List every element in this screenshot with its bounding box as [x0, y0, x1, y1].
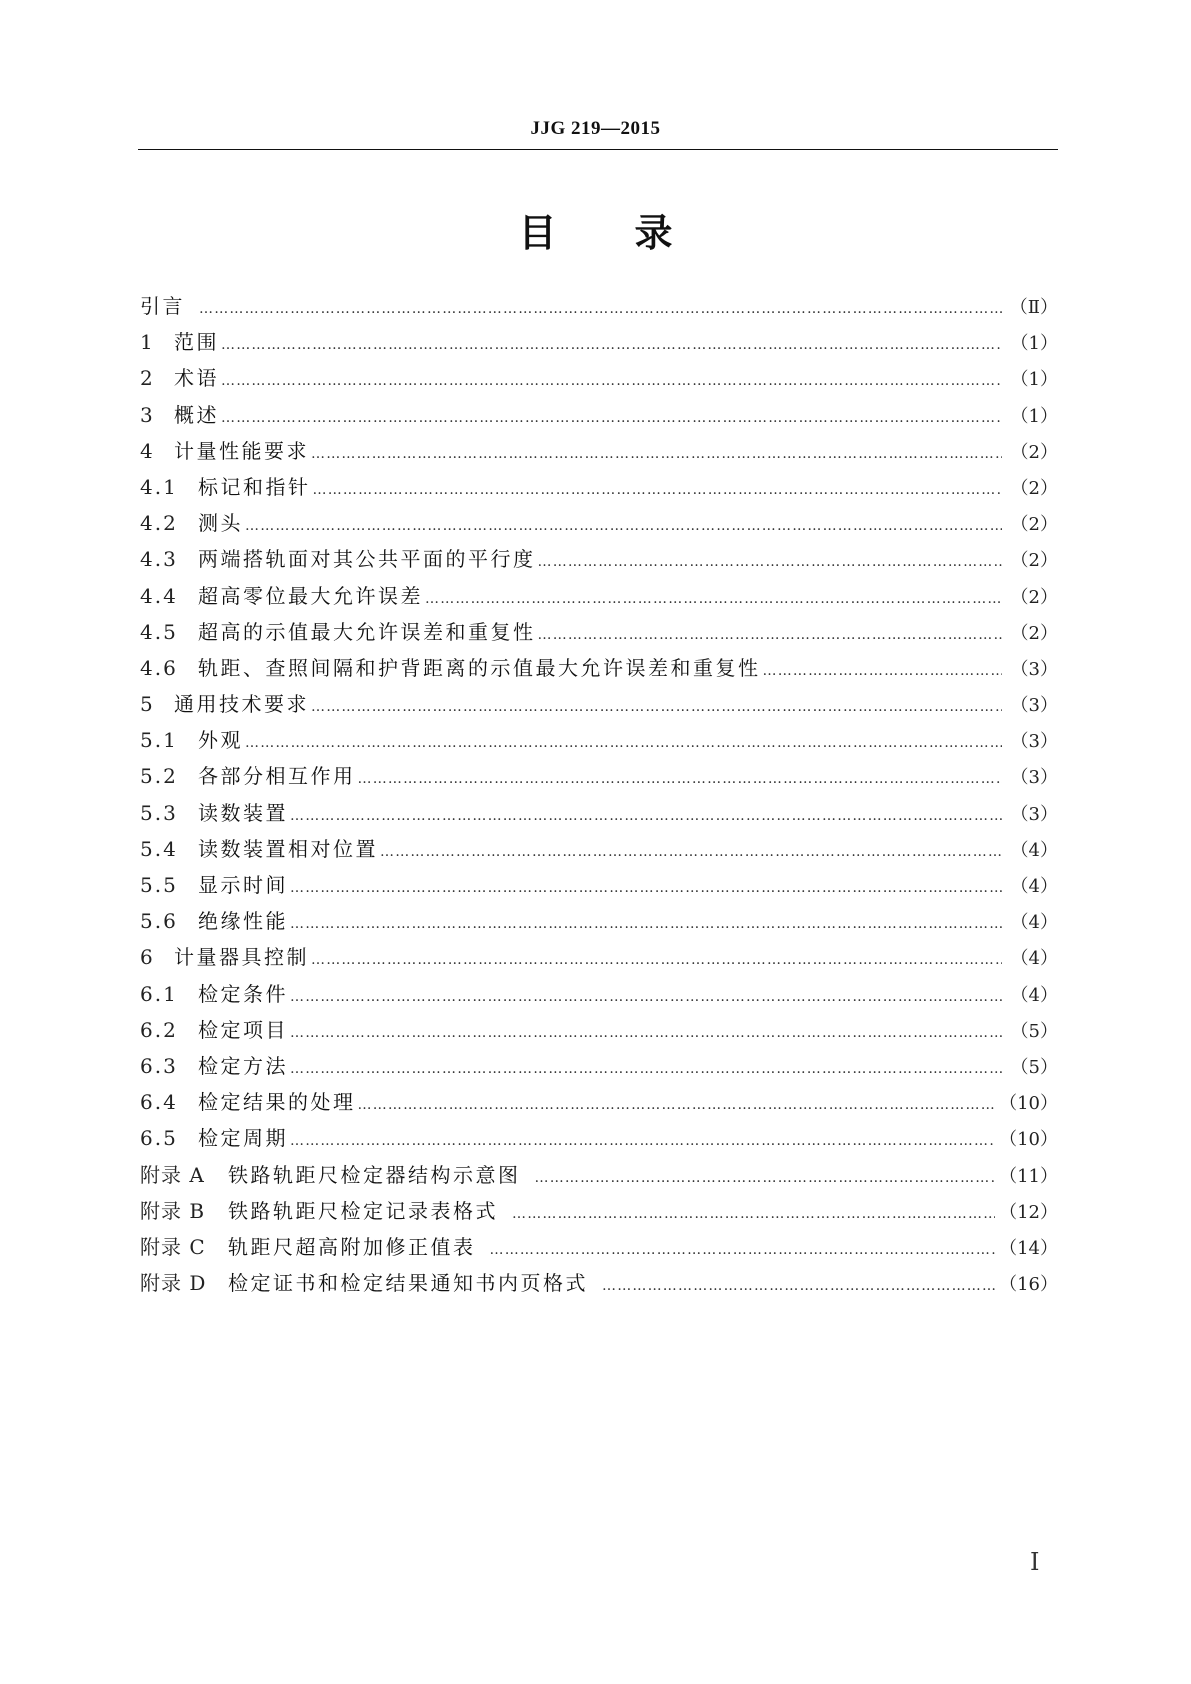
- toc-entry-number: 3: [140, 402, 155, 427]
- toc-entry-page: （1）: [1010, 333, 1058, 355]
- toc-entry-page: （2）: [1010, 586, 1058, 608]
- toc-entry-label: 引言: [140, 294, 185, 318]
- toc-leader-dots: [311, 689, 1002, 725]
- toc-entry[interactable]: [140, 360, 1058, 396]
- toc-entry-number: 6.3: [140, 1053, 178, 1078]
- toc-leader-dots: [290, 870, 1002, 906]
- toc-entry-number: 5.1: [140, 728, 178, 753]
- toc-entry-page: （3）: [1010, 767, 1058, 789]
- toc-entry[interactable]: [140, 469, 1058, 505]
- standard-code-header: JJG 219—2015: [530, 118, 661, 139]
- toc-entry-label: 两端搭轨面对其公共平面的平行度: [198, 547, 536, 572]
- toc-leader-dots: [221, 327, 1002, 363]
- toc-entry[interactable]: [140, 1265, 1058, 1301]
- toc-entry-label: 检定条件: [198, 981, 288, 1006]
- toc-leader-dots: [602, 1268, 995, 1304]
- toc-entry-page: （2）: [1010, 441, 1058, 463]
- toc-entry[interactable]: [140, 614, 1058, 650]
- toc-entry-label: 读数装置: [198, 800, 288, 825]
- toc-entry-number: 5: [140, 692, 155, 717]
- toc-leader-dots: [245, 508, 1002, 544]
- toc-entry-number: 2: [140, 366, 155, 391]
- toc-entry-number: 5.2: [140, 764, 178, 789]
- toc-leader-dots: [290, 979, 1002, 1015]
- toc-entry[interactable]: [140, 976, 1058, 1012]
- toc-entry-number: 附录 D: [140, 1271, 207, 1296]
- toc-entry-page: （3）: [1010, 803, 1058, 825]
- toc-entry-label: 检定证书和检定结果通知书内页格式: [228, 1271, 588, 1296]
- toc-leader-dots: [290, 1051, 1002, 1087]
- toc-leader-dots: [358, 1087, 996, 1123]
- toc-entry-label: 测头: [198, 511, 243, 536]
- toc-entry[interactable]: [140, 541, 1058, 577]
- toc-leader-dots: [290, 906, 1002, 942]
- toc-entry[interactable]: [140, 758, 1058, 794]
- toc-entry-page: （12）: [999, 1201, 1058, 1223]
- toc-entry-label: 检定项目: [198, 1017, 288, 1042]
- toc-entry-page: （10）: [999, 1129, 1058, 1151]
- toc-leader-dots: [490, 1232, 996, 1268]
- toc-leader-dots: [313, 472, 1003, 508]
- page-number: Ⅰ: [1030, 1550, 1040, 1576]
- toc-entry-page: （4）: [1010, 876, 1058, 897]
- toc-leader-dots: [290, 1123, 995, 1159]
- toc-entry[interactable]: [140, 397, 1058, 433]
- toc-entry[interactable]: [140, 795, 1058, 831]
- toc-leader-dots: [763, 653, 1003, 689]
- toc-entry-number: 5.3: [140, 800, 178, 825]
- toc-entry-label: 检定结果的处理: [198, 1090, 356, 1115]
- toc-entry-page: （Ⅱ）: [1009, 297, 1058, 318]
- toc-title-part2: 录: [634, 210, 673, 255]
- toc-entry-label: 轨距、查照间隔和护背距离的示值最大允许误差和重复性: [198, 655, 761, 680]
- toc-entry-page: （1）: [1010, 369, 1058, 391]
- toc-leader-dots: [245, 725, 1002, 761]
- toc-entry[interactable]: [140, 578, 1058, 614]
- toc-entry-label: 检定周期: [198, 1126, 288, 1151]
- toc-leader-dots: [290, 1015, 1002, 1051]
- toc-leader-dots: [425, 581, 1002, 617]
- toc-entry-label: 术语: [174, 366, 219, 391]
- toc-entry-page: （2）: [1010, 622, 1058, 644]
- toc-entry[interactable]: [140, 939, 1058, 975]
- toc-entry[interactable]: [140, 1120, 1058, 1156]
- toc-leader-dots: [311, 942, 1002, 978]
- toc-entry-page: （5）: [1010, 1056, 1058, 1078]
- table-of-contents: [140, 288, 1058, 1301]
- toc-entry-label: 显示时间: [198, 873, 288, 897]
- toc-entry-page: （3）: [1010, 658, 1058, 680]
- toc-entry-number: 1: [140, 330, 155, 355]
- toc-entry-page: （4）: [1010, 984, 1058, 1006]
- toc-leader-dots: [512, 1196, 995, 1232]
- toc-entry-page: （16）: [999, 1274, 1058, 1296]
- toc-entry-page: （14）: [999, 1237, 1058, 1259]
- toc-entry-label: 检定方法: [198, 1053, 288, 1078]
- toc-entry[interactable]: [140, 650, 1058, 686]
- toc-entry-label: 范围: [174, 330, 219, 355]
- toc-entry-number: 4.4: [140, 583, 178, 608]
- toc-entry[interactable]: [140, 1229, 1058, 1265]
- toc-entry-number: 6.4: [140, 1090, 178, 1115]
- toc-entry-label: 计量性能要求: [174, 438, 309, 463]
- toc-entry[interactable]: [140, 1012, 1058, 1048]
- toc-entry-label: 绝缘性能: [198, 909, 288, 934]
- toc-entry[interactable]: [140, 324, 1058, 360]
- toc-entry-number: 5.6: [140, 909, 178, 934]
- toc-entry-label: 读数装置相对位置: [198, 836, 378, 861]
- toc-entry-page: （4）: [1010, 948, 1058, 970]
- toc-leader-dots: [311, 436, 1002, 472]
- toc-entry-number: 4: [140, 438, 155, 463]
- toc-entry[interactable]: [140, 722, 1058, 758]
- toc-entry-label: 外观: [198, 728, 243, 753]
- toc-entry[interactable]: [140, 433, 1058, 469]
- toc-entry[interactable]: [140, 1157, 1058, 1193]
- toc-entry-page: （5）: [1010, 1020, 1058, 1042]
- header-rule: [138, 149, 1058, 150]
- toc-entry-label: 概述: [174, 402, 219, 427]
- toc-entry[interactable]: [140, 903, 1058, 939]
- toc-entry-number: 4.1: [140, 474, 178, 499]
- toc-entry[interactable]: [140, 1193, 1058, 1229]
- toc-entry-label: 铁路轨距尺检定器结构示意图: [228, 1162, 521, 1187]
- toc-title: [0, 202, 1191, 257]
- toc-entry-number: 附录 A: [140, 1162, 205, 1187]
- toc-leader-dots: [535, 1160, 996, 1196]
- toc-leader-dots: [538, 617, 1003, 653]
- toc-leader-dots: [290, 798, 1002, 834]
- toc-entry-number: 6.2: [140, 1017, 178, 1042]
- toc-leader-dots: [221, 363, 1002, 399]
- toc-entry-label: 通用技术要求: [174, 692, 309, 717]
- toc-entry-label: 轨距尺超高附加修正值表: [228, 1234, 476, 1259]
- toc-entry[interactable]: [140, 288, 1058, 324]
- toc-entry-page: （3）: [1010, 731, 1058, 753]
- toc-leader-dots: [358, 761, 1003, 797]
- toc-entry-page: （1）: [1010, 405, 1058, 427]
- toc-entry[interactable]: [140, 1048, 1058, 1084]
- toc-entry-label: 超高零位最大允许误差: [198, 583, 423, 608]
- toc-entry-label: 各部分相互作用: [198, 764, 356, 789]
- toc-entry-number: 4.6: [140, 655, 178, 680]
- toc-entry-number: 4.2: [140, 511, 178, 536]
- toc-entry-page: （10）: [999, 1093, 1058, 1115]
- toc-entry-number: 5.5: [140, 873, 178, 897]
- toc-leader-dots: [380, 834, 1002, 870]
- toc-entry-page: （4）: [1010, 912, 1058, 934]
- toc-entry-label: 计量器具控制: [174, 945, 309, 970]
- toc-entry-number: 4.5: [140, 619, 178, 644]
- toc-entry-page: （2）: [1010, 514, 1058, 536]
- toc-entry-page: （2）: [1010, 550, 1058, 572]
- toc-entry[interactable]: [140, 505, 1058, 541]
- toc-entry-number: 附录 C: [140, 1234, 206, 1259]
- toc-entry-label: 标记和指针: [198, 474, 311, 499]
- toc-entry-page: （3）: [1010, 695, 1058, 717]
- toc-leader-dots: [199, 291, 1002, 327]
- toc-leader-dots: [221, 400, 1002, 436]
- toc-entry-page: （2）: [1010, 477, 1058, 499]
- toc-title-part1: 目: [518, 210, 557, 255]
- toc-entry-number: 6: [140, 945, 155, 970]
- toc-entry-number: 6.1: [140, 981, 178, 1006]
- toc-entry-page: （11）: [999, 1165, 1058, 1187]
- toc-entry-label: 铁路轨距尺检定记录表格式: [228, 1198, 498, 1223]
- toc-leader-dots: [538, 544, 1003, 580]
- toc-entry-number: 附录 B: [140, 1198, 206, 1223]
- toc-entry[interactable]: [140, 831, 1058, 867]
- toc-entry[interactable]: [140, 1084, 1058, 1120]
- toc-entry[interactable]: [140, 686, 1058, 722]
- toc-entry[interactable]: [140, 867, 1058, 903]
- toc-entry-number: 6.5: [140, 1126, 178, 1151]
- toc-entry-page: （4）: [1010, 839, 1058, 861]
- toc-entry-label: 超高的示值最大允许误差和重复性: [198, 619, 536, 644]
- toc-entry-number: 4.3: [140, 547, 178, 572]
- toc-entry-number: 5.4: [140, 836, 178, 861]
